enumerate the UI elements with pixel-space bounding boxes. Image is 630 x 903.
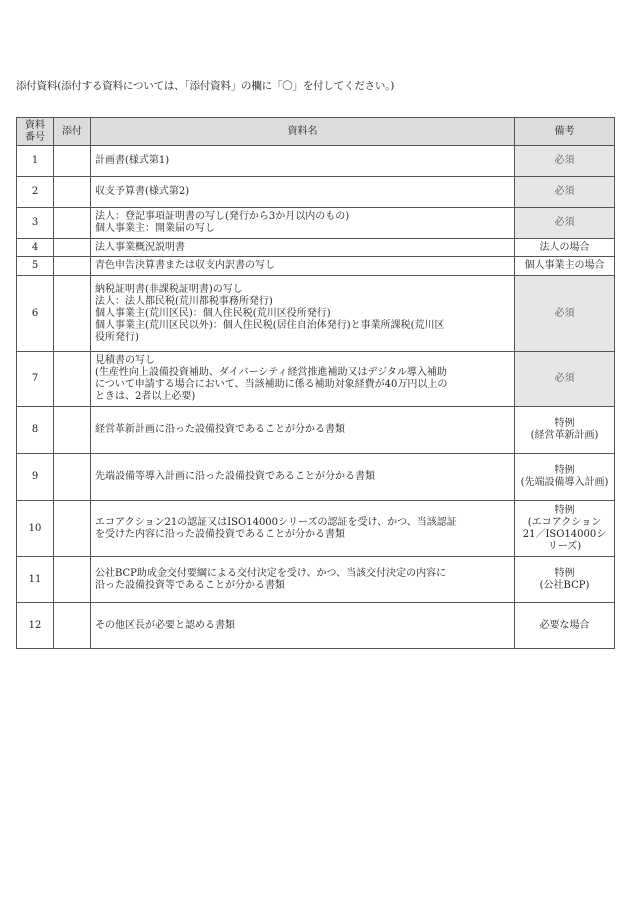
document-name-line: 個人事業主(荒川区民)：個人住民税(荒川区役所発行) xyxy=(95,307,331,319)
document-number: 9 xyxy=(17,454,54,501)
document-name xyxy=(91,177,515,208)
table-row xyxy=(17,454,615,501)
remarks-line: (エコアクション xyxy=(527,516,602,528)
document-name xyxy=(91,276,515,352)
document-number: 8 xyxy=(17,407,54,454)
remarks xyxy=(515,501,615,557)
document-name-line: を受けた内容に沿った設備投資であることが分かる書類 xyxy=(95,528,345,540)
document-number: 7 xyxy=(17,352,54,407)
attachment-table xyxy=(16,117,615,649)
attach-checkbox-cell[interactable] xyxy=(54,239,91,257)
table-row xyxy=(17,208,615,239)
remarks-line: (公社BCP) xyxy=(539,579,590,591)
remarks-line: 特例 xyxy=(554,567,575,579)
document-name xyxy=(91,557,515,603)
remarks-line: (先端設備導入計画) xyxy=(520,477,609,488)
table-row xyxy=(17,276,615,352)
remarks xyxy=(515,352,615,407)
table-header-row xyxy=(17,118,615,146)
remarks xyxy=(515,146,615,177)
remarks xyxy=(515,276,615,352)
document-number: 2 xyxy=(17,177,54,208)
document-name-line: 計画書(様式第1) xyxy=(95,155,170,166)
remarks-line: 必須 xyxy=(554,155,575,166)
attach-checkbox-cell[interactable] xyxy=(54,352,91,407)
table-row xyxy=(17,239,615,257)
remarks xyxy=(515,603,615,649)
document-number: 5 xyxy=(17,257,54,276)
document-name-line: 個人事業主：開業届の写し xyxy=(95,223,215,234)
document-name-line: その他区長が必要と認める書類 xyxy=(95,619,235,631)
document-name xyxy=(91,239,515,257)
table-row xyxy=(17,177,615,208)
remarks-line: 個人事業主の場合 xyxy=(524,260,605,271)
document-name xyxy=(91,501,515,557)
document-number: 10 xyxy=(17,501,54,557)
remarks-line: 法人の場合 xyxy=(539,241,590,253)
document-name-line: 青色申告決算書または収支内訳書の写し xyxy=(95,260,275,271)
document-number: 11 xyxy=(17,557,54,603)
document-name xyxy=(91,352,515,407)
remarks-line: 21／ISO14000シ xyxy=(522,528,607,540)
remarks-line: (経営革新計画) xyxy=(530,430,599,441)
document-name-line: (生産性向上設備投資補助、ダイバーシティ経営推進補助又はデジタル導入補助 xyxy=(95,367,447,378)
attach-checkbox-cell[interactable] xyxy=(54,208,91,239)
attach-checkbox-cell[interactable] xyxy=(54,276,91,352)
document-name-line: 法人：法人都民税(荒川都税事務所発行) xyxy=(95,295,273,307)
attach-checkbox-cell[interactable] xyxy=(54,501,91,557)
table-row xyxy=(17,352,615,407)
table-row xyxy=(17,407,615,454)
header-document-name: 資料名 xyxy=(91,118,515,146)
document-name xyxy=(91,454,515,501)
document-name xyxy=(91,257,515,276)
remarks-line: 特例 xyxy=(554,418,575,429)
table-row xyxy=(17,146,615,177)
header-number-line2: 番号 xyxy=(25,131,45,143)
remarks xyxy=(515,177,615,208)
document-name-line: 納税証明書(非課税証明書)の写し xyxy=(95,283,243,295)
remarks xyxy=(515,407,615,454)
remarks-line: 必須 xyxy=(554,373,575,384)
remarks-line: リーズ) xyxy=(547,540,582,552)
table-row xyxy=(17,603,615,649)
document-number: 12 xyxy=(17,603,54,649)
attach-checkbox-cell[interactable] xyxy=(54,407,91,454)
remarks xyxy=(515,239,615,257)
remarks-line: 特例 xyxy=(554,504,575,516)
remarks-line: 必要な場合 xyxy=(539,619,590,631)
attach-checkbox-cell[interactable] xyxy=(54,557,91,603)
document-name xyxy=(91,407,515,454)
document-number: 4 xyxy=(17,239,54,257)
document-name-line: 沿った設備投資等であることが分かる書類 xyxy=(95,579,285,591)
document-name-line: 個人事業主(荒川区民以外)：個人住民税(居住自治体発行)と事業所課税(荒川区 xyxy=(95,319,445,331)
document-name-line: 法人：登記事項証明書の写し(発行から3か月以内のもの) xyxy=(95,211,350,222)
attach-checkbox-cell[interactable] xyxy=(54,146,91,177)
document-name-line: について申請する場合において、当該補助に係る補助対象経費が40万円以上の xyxy=(95,379,448,390)
document-number: 1 xyxy=(17,146,54,177)
document-name xyxy=(91,146,515,177)
table-row xyxy=(17,557,615,603)
document-name-line: エコアクション21の認証又はISO14000シリーズの認証を受け、かつ、当該認証 xyxy=(95,516,457,528)
document-name-line: ときは、2者以上必要) xyxy=(95,391,196,402)
attach-checkbox-cell[interactable] xyxy=(54,454,91,501)
header-attach: 添付 xyxy=(54,118,91,146)
attach-checkbox-cell[interactable] xyxy=(54,603,91,649)
header-remarks: 備考 xyxy=(515,118,615,146)
remarks xyxy=(515,454,615,501)
attach-checkbox-cell[interactable] xyxy=(54,177,91,208)
header-document-number xyxy=(17,118,54,146)
remarks-line: 必須 xyxy=(554,307,575,319)
remarks-line: 必須 xyxy=(554,217,575,228)
remarks xyxy=(515,257,615,276)
document-name-line: 公社BCP助成金交付要綱による交付決定を受け、かつ、当該交付決定の内容に xyxy=(95,567,447,579)
remarks-line: 必須 xyxy=(554,186,575,197)
document-number: 6 xyxy=(17,276,54,352)
table-row xyxy=(17,257,615,276)
document-name-line: 法人事業概況説明書 xyxy=(95,241,185,253)
document-name-line: 役所発行) xyxy=(95,331,139,343)
document-name-line: 経営革新計画に沿った設備投資であることが分かる書類 xyxy=(95,424,345,435)
section-caption: 添付資料(添付する資料については、「添付資料」の欄に「〇」を付してください。) xyxy=(16,80,395,92)
attach-checkbox-cell[interactable] xyxy=(54,257,91,276)
document-name xyxy=(91,603,515,649)
remarks xyxy=(515,208,615,239)
remarks-line: 特例 xyxy=(554,465,575,476)
document-name-line: 収支予算書(様式第2) xyxy=(95,186,190,197)
document-number: 3 xyxy=(17,208,54,239)
remarks xyxy=(515,557,615,603)
document-name-line: 先端設備等導入計画に沿った設備投資であることが分かる書類 xyxy=(95,471,375,482)
table-row xyxy=(17,501,615,557)
document-name xyxy=(91,208,515,239)
document-name-line: 見積書の写し xyxy=(95,355,155,366)
header-number-line1: 資料 xyxy=(25,119,45,131)
